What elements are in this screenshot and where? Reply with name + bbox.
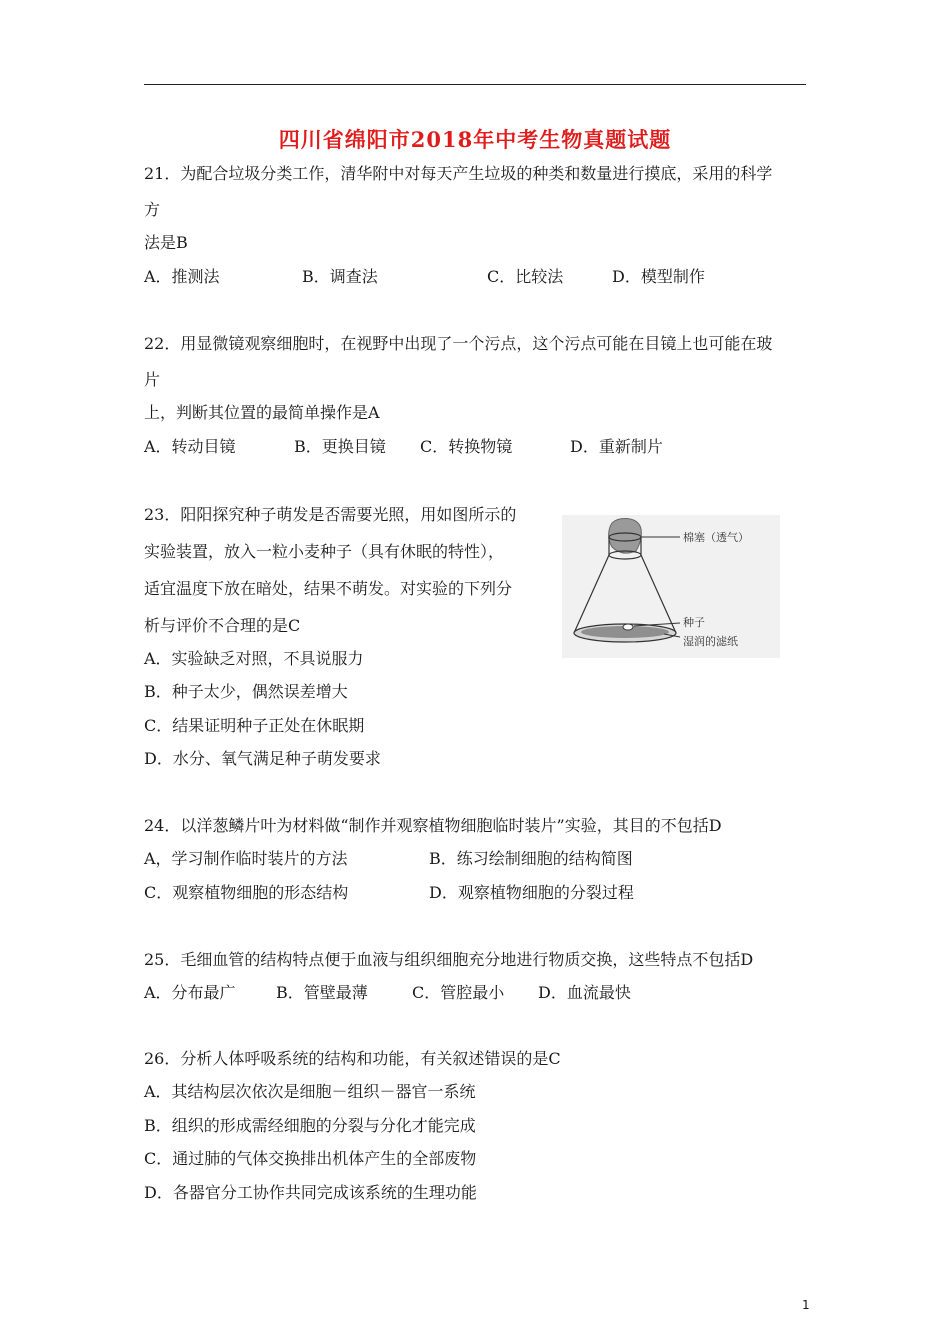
question-22-option-d: D．重新制片 bbox=[570, 437, 663, 456]
question-25-option-d: D．血流最快 bbox=[538, 983, 631, 1002]
question-24-option-c: C．观察植物细胞的形态结构 bbox=[144, 883, 349, 902]
question-24-option-a: A，学习制作临时装片的方法 bbox=[144, 849, 348, 868]
question-22-line-2: 片 bbox=[144, 370, 161, 389]
question-23-line-4: 析与评价不合理的是C bbox=[144, 616, 301, 635]
question-24-option-d: D．观察植物细胞的分裂过程 bbox=[429, 883, 634, 902]
question-26-line-1: 26．分析人体呼吸系统的结构和功能，有关叙述错误的是C bbox=[144, 1049, 561, 1068]
question-22-line-3: 上，判断其位置的最简单操作是A bbox=[144, 403, 380, 422]
seed-shape bbox=[623, 624, 633, 630]
question-21-option-a: A．推测法 bbox=[144, 267, 220, 286]
page-number: 1 bbox=[802, 1298, 810, 1312]
question-24-option-b: B．练习绘制细胞的结构简图 bbox=[429, 849, 633, 868]
question-23-line-2: 实验装置，放入一粒小麦种子（具有休眠的特性）， bbox=[144, 542, 505, 561]
question-25-option-c: C．管腔最小 bbox=[412, 983, 505, 1002]
question-25-option-b: B．管壁最薄 bbox=[276, 983, 368, 1002]
question-26-option-b: B．组织的形成需经细胞的分裂与分化才能完成 bbox=[144, 1116, 476, 1135]
question-23-option-c: C．结果证明种子正处在休眠期 bbox=[144, 716, 365, 735]
question-21-option-b: B．调查法 bbox=[302, 267, 378, 286]
figure-label-seed: 种子 bbox=[683, 616, 705, 629]
question-26-option-c: C．通过肺的气体交换排出机体产生的全部废物 bbox=[144, 1149, 477, 1168]
question-26-option-a: A．其结构层次依次是细胞－组织－器官一系统 bbox=[144, 1082, 476, 1101]
figure-label-filter-paper: 湿润的滤纸 bbox=[683, 635, 738, 648]
question-21-option-c: C．比较法 bbox=[487, 267, 564, 286]
cotton-plug-shape bbox=[609, 519, 642, 554]
question-21-line-3: 法是B bbox=[144, 233, 188, 252]
figure-label-cotton-plug: 棉塞（透气） bbox=[683, 531, 749, 544]
question-26-option-d: D．各器官分工协作共同完成该系统的生理功能 bbox=[144, 1183, 477, 1202]
question-23-option-d: D．水分、氧气满足种子萌发要求 bbox=[144, 749, 381, 768]
question-21-option-d: D．模型制作 bbox=[612, 267, 705, 286]
question-23-line-1: 23．阳阳探究种子萌发是否需要光照，用如图所示的 bbox=[144, 505, 517, 524]
question-22-line-1: 22．用显微镜观察细胞时，在视野中出现了一个污点，这个污点可能在目镜上也可能在玻 bbox=[144, 334, 773, 353]
question-25-option-a: A．分布最广 bbox=[144, 983, 236, 1002]
page-title: 四川省绵阳市2018年中考生物真题试题 bbox=[278, 127, 672, 152]
question-25-line-1: 25．毛细血管的结构特点便于血液与组织细胞充分地进行物质交换，这些特点不包括D bbox=[144, 950, 754, 969]
question-23-option-a: A．实验缺乏对照，不具说服力 bbox=[144, 649, 364, 668]
question-24-line-1: 24．以洋葱鳞片叶为材料做“制作并观察植物细胞临时装片”实验，其目的不包括D bbox=[144, 816, 722, 835]
question-22-option-c: C．转换物镜 bbox=[420, 437, 513, 456]
question-22-option-a: A．转动目镜 bbox=[144, 437, 236, 456]
header-rule bbox=[144, 84, 806, 85]
seed-germination-apparatus-figure bbox=[562, 515, 780, 658]
question-22-option-b: B．更换目镜 bbox=[294, 437, 386, 456]
question-23-line-3: 适宜温度下放在暗处，结果不萌发。对实验的下列分 bbox=[144, 579, 513, 598]
question-21-line-1: 21．为配合垃圾分类工作，清华附中对每天产生垃圾的种类和数量进行摸底，采用的科学 bbox=[144, 164, 773, 183]
question-21-line-2: 方 bbox=[144, 200, 161, 219]
question-23-option-b: B．种子太少，偶然误差增大 bbox=[144, 682, 348, 701]
